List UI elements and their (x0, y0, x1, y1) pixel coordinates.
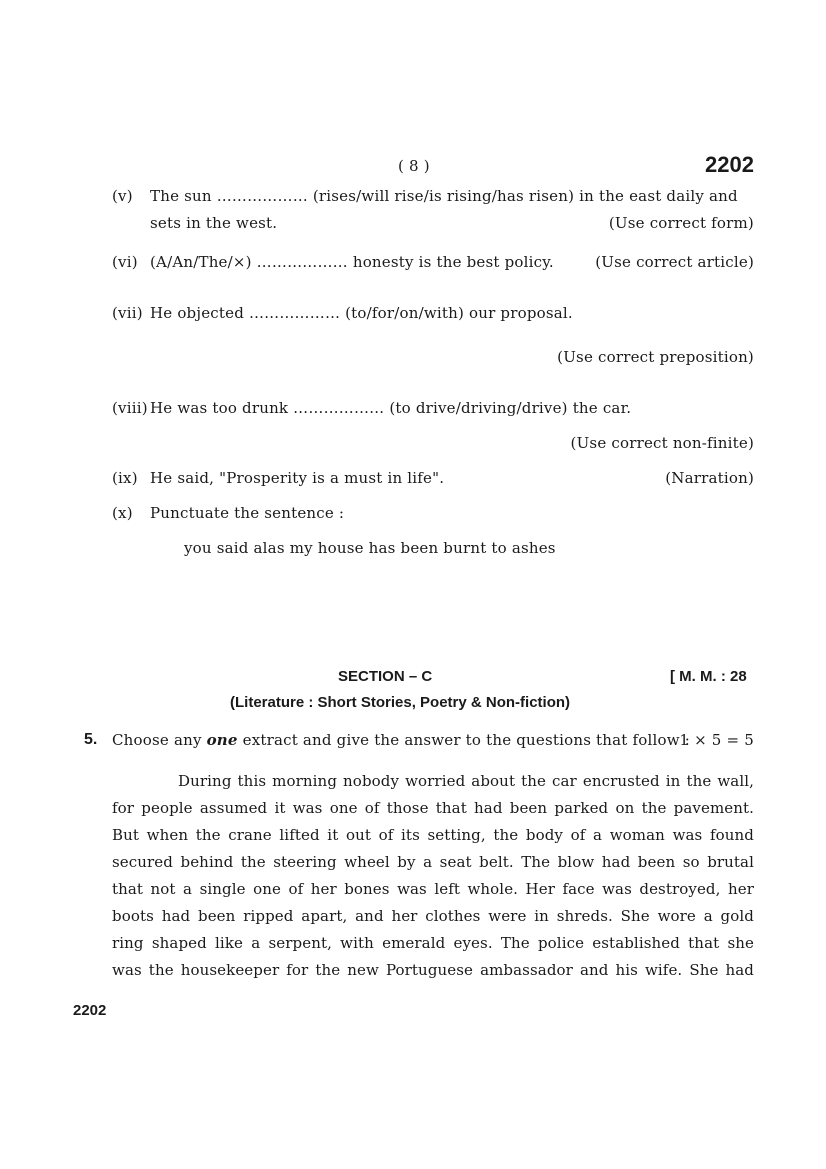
question-instruction: (Use correct article) (595, 253, 754, 271)
passage-line: During this morning nobody worried about the car encrusted in the wall, (178, 772, 754, 790)
passage-line: that not a single one of her bones was left whole. Her face was destroyed, her (112, 880, 754, 898)
question-text: He objected ……………… (to/for/on/with) our proposal. (150, 304, 573, 322)
question-number: (x) (112, 504, 133, 522)
question-viii (112, 399, 631, 417)
question-instruction: (Narration) (665, 469, 754, 487)
paper-code-header: 2202 (705, 152, 754, 177)
section-marks: [ M. M. : 28 (670, 668, 747, 685)
question-vi (112, 253, 554, 271)
sentence-to-punctuate: you said alas my house has been burnt to ashes (184, 539, 556, 557)
question-vii (112, 304, 573, 322)
section-subtitle: (Literature : Short Stories, Poetry & Non-fiction) (230, 694, 571, 711)
question-number: (vi) (112, 253, 138, 271)
question-number: (vii) (112, 304, 143, 322)
question-text: (A/An/The/×) ……………… honesty is the best policy. (150, 253, 554, 271)
question-5-text-before: Choose any (112, 731, 207, 749)
question-text: The sun ……………… (rises/will rise/is rising/has risen) in the east daily and (150, 187, 738, 205)
question-instruction: (Use correct form) (608, 214, 754, 232)
page-number: ( 8 ) (398, 157, 430, 175)
paper-code-footer: 2202 (73, 1002, 107, 1019)
question-x (112, 504, 344, 522)
question-5-number: 5. (84, 731, 98, 748)
passage-line: But when the crane lifted it out of its setting, the body of a woman was found (112, 826, 754, 844)
passage-line: for people assumed it was one of those that had been parked on the pavement. (112, 799, 754, 817)
question-text: He said, "Prosperity is a must in life". (150, 469, 445, 487)
question-5-marks: 1 × 5 = 5 (679, 731, 754, 749)
question-text: He was too drunk ……………… (to drive/driving/drive) the car. (150, 399, 632, 417)
question-v (112, 187, 754, 205)
question-ix (112, 469, 444, 487)
question-5-text (112, 731, 690, 749)
question-instruction: (Use correct preposition) (557, 348, 754, 366)
question-v-line2: sets in the west. (150, 214, 278, 232)
question-number: (ix) (112, 469, 138, 487)
question-number: (viii) (112, 399, 148, 417)
question-instruction: (Use correct non-finite) (570, 434, 754, 452)
question-5-emphasis: one (206, 731, 238, 749)
passage-line: boots had been ripped apart, and her clothes were in shreds. She wore a gold (112, 907, 754, 925)
passage-line: was the housekeeper for the new Portuguese ambassador and his wife. She had (112, 961, 754, 979)
passage-line: secured behind the steering wheel by a seat belt. The blow had been so brutal (112, 853, 754, 871)
section-title: SECTION – C (338, 668, 433, 685)
question-text: Punctuate the sentence : (150, 504, 345, 522)
question-number: (v) (112, 187, 133, 205)
passage-line: ring shaped like a serpent, with emerald eyes. The police established that she (112, 934, 754, 952)
question-5-text-after: extract and give the answer to the questions that follow : (237, 731, 690, 749)
